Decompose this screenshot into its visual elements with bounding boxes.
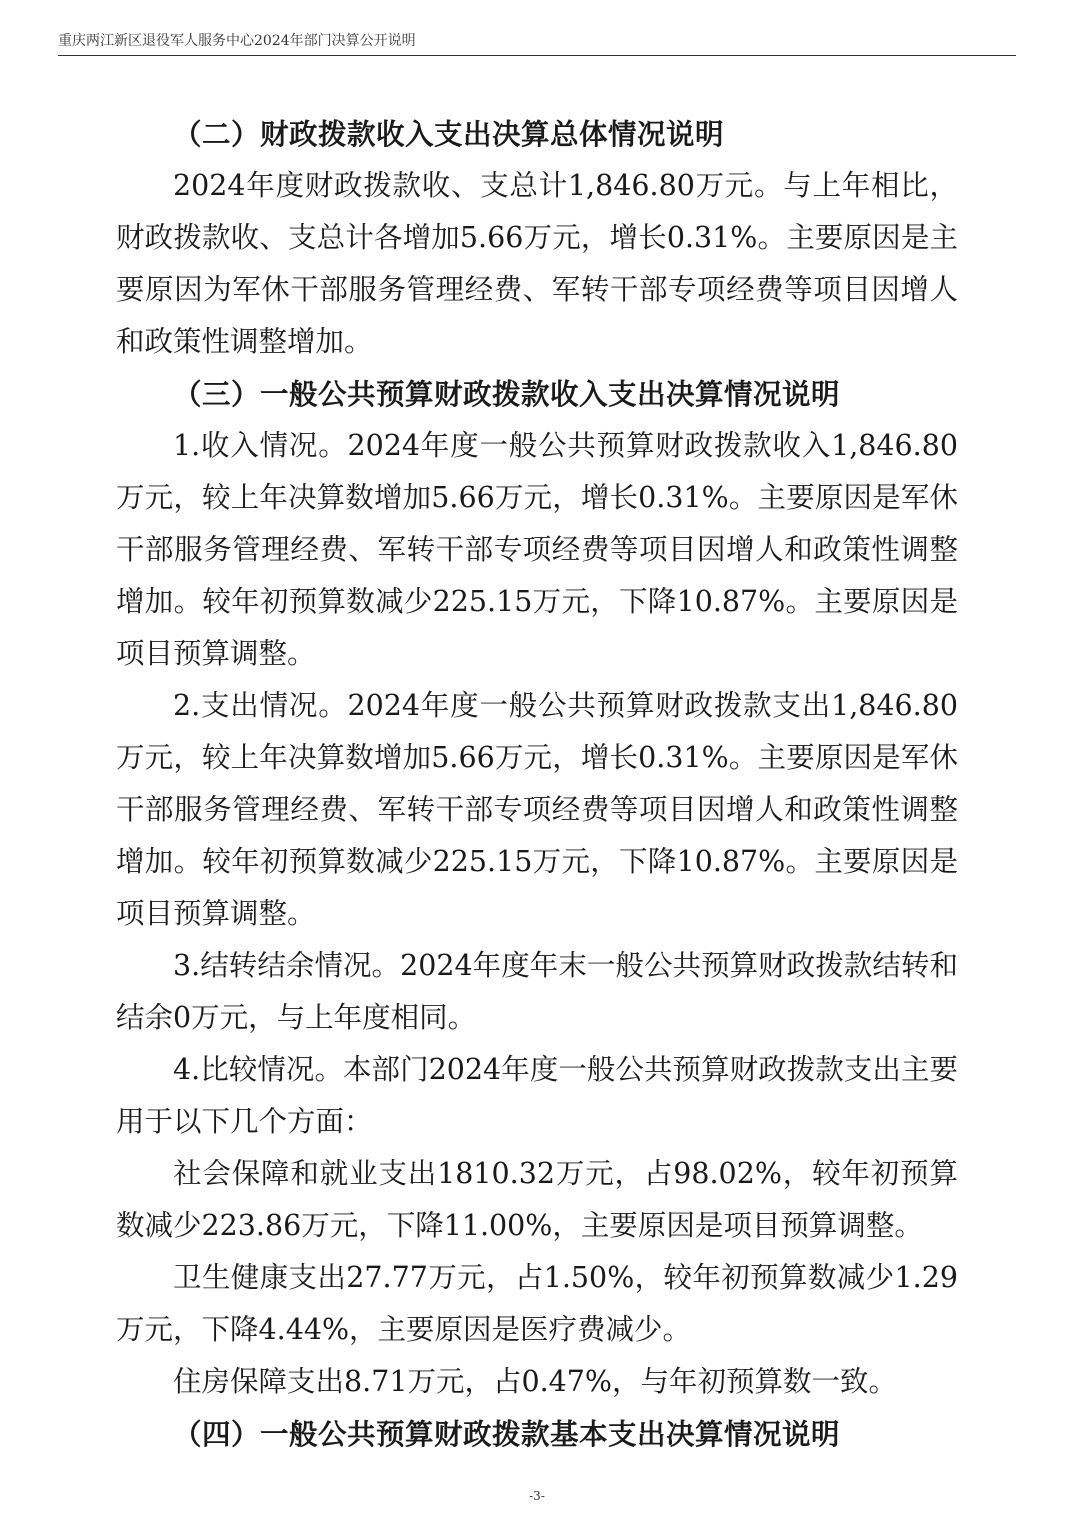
health-paragraph: 卫生健康支出27.77万元，占1.50%，较年初预算数减少1.29万元，下降4.44%，主要原因是医疗费减少。 [116,1261,958,1346]
social-security-paragraph: 社会保障和就业支出1810.32万元，占98.02%，较年初预算数减少223.86万元，下降11.00%，主要原因是项目预算调整。 [116,1157,958,1242]
running-header: 重庆两江新区退役军人服务中心2024年部门决算公开说明 [58,33,416,49]
comparison-paragraph: 4.比较情况。本部门2024年度一般公共预算财政拨款支出主要用于以下几个方面： [116,1053,958,1138]
expenditure-paragraph: 2.支出情况。2024年度一般公共预算财政拨款支出1,846.80万元，较上年决算数增加5.66万元，增长0.31%。主要原因是军休干部服务管理经费、军转干部专项经费等项目因增人和政策性调整增加。较年初预算数减少225.15万元，下降10.87%。主要原因是项目预算调整。 [116,689,958,930]
housing-paragraph: 住房保障支出8.71万元，占0.47%，与年初预算数一致。 [173,1365,897,1398]
page-number: -3- [529,1489,545,1503]
income-paragraph: 1.收入情况。2024年度一般公共预算财政拨款收入1,846.80万元，较上年决算数增加5.66万元，增长0.31%。主要原因是军休干部服务管理经费、军转干部专项经费等项目因增人和政策性调整增加。较年初预算数减少225.15万元，下降10.87%。主要原因是项目预算调整。 [116,429,958,670]
section-2-paragraph: 2024年度财政拨款收、支总计1,846.80万元。与上年相比，财政拨款收、支总计各增加5.66万元，增长0.31%。主要原因是主要原因为军休干部服务管理经费、军转干部专项经费等项目因增人和政策性调整增加。 [116,169,958,358]
carryover-paragraph: 3.结转结余情况。2024年度年末一般公共预算财政拨款结转和结余0万元，与上年度相同。 [116,949,958,1034]
section-2-heading: （二）财政拨款收入支出决算总体情况说明 [173,117,725,151]
section-4-heading: （四）一般公共预算财政拨款基本支出决算情况说明 [173,1417,841,1451]
header-divider [58,55,1016,56]
page-body [116,108,958,1460]
section-3-heading: （三）一般公共预算财政拨款收入支出决算情况说明 [173,377,841,411]
